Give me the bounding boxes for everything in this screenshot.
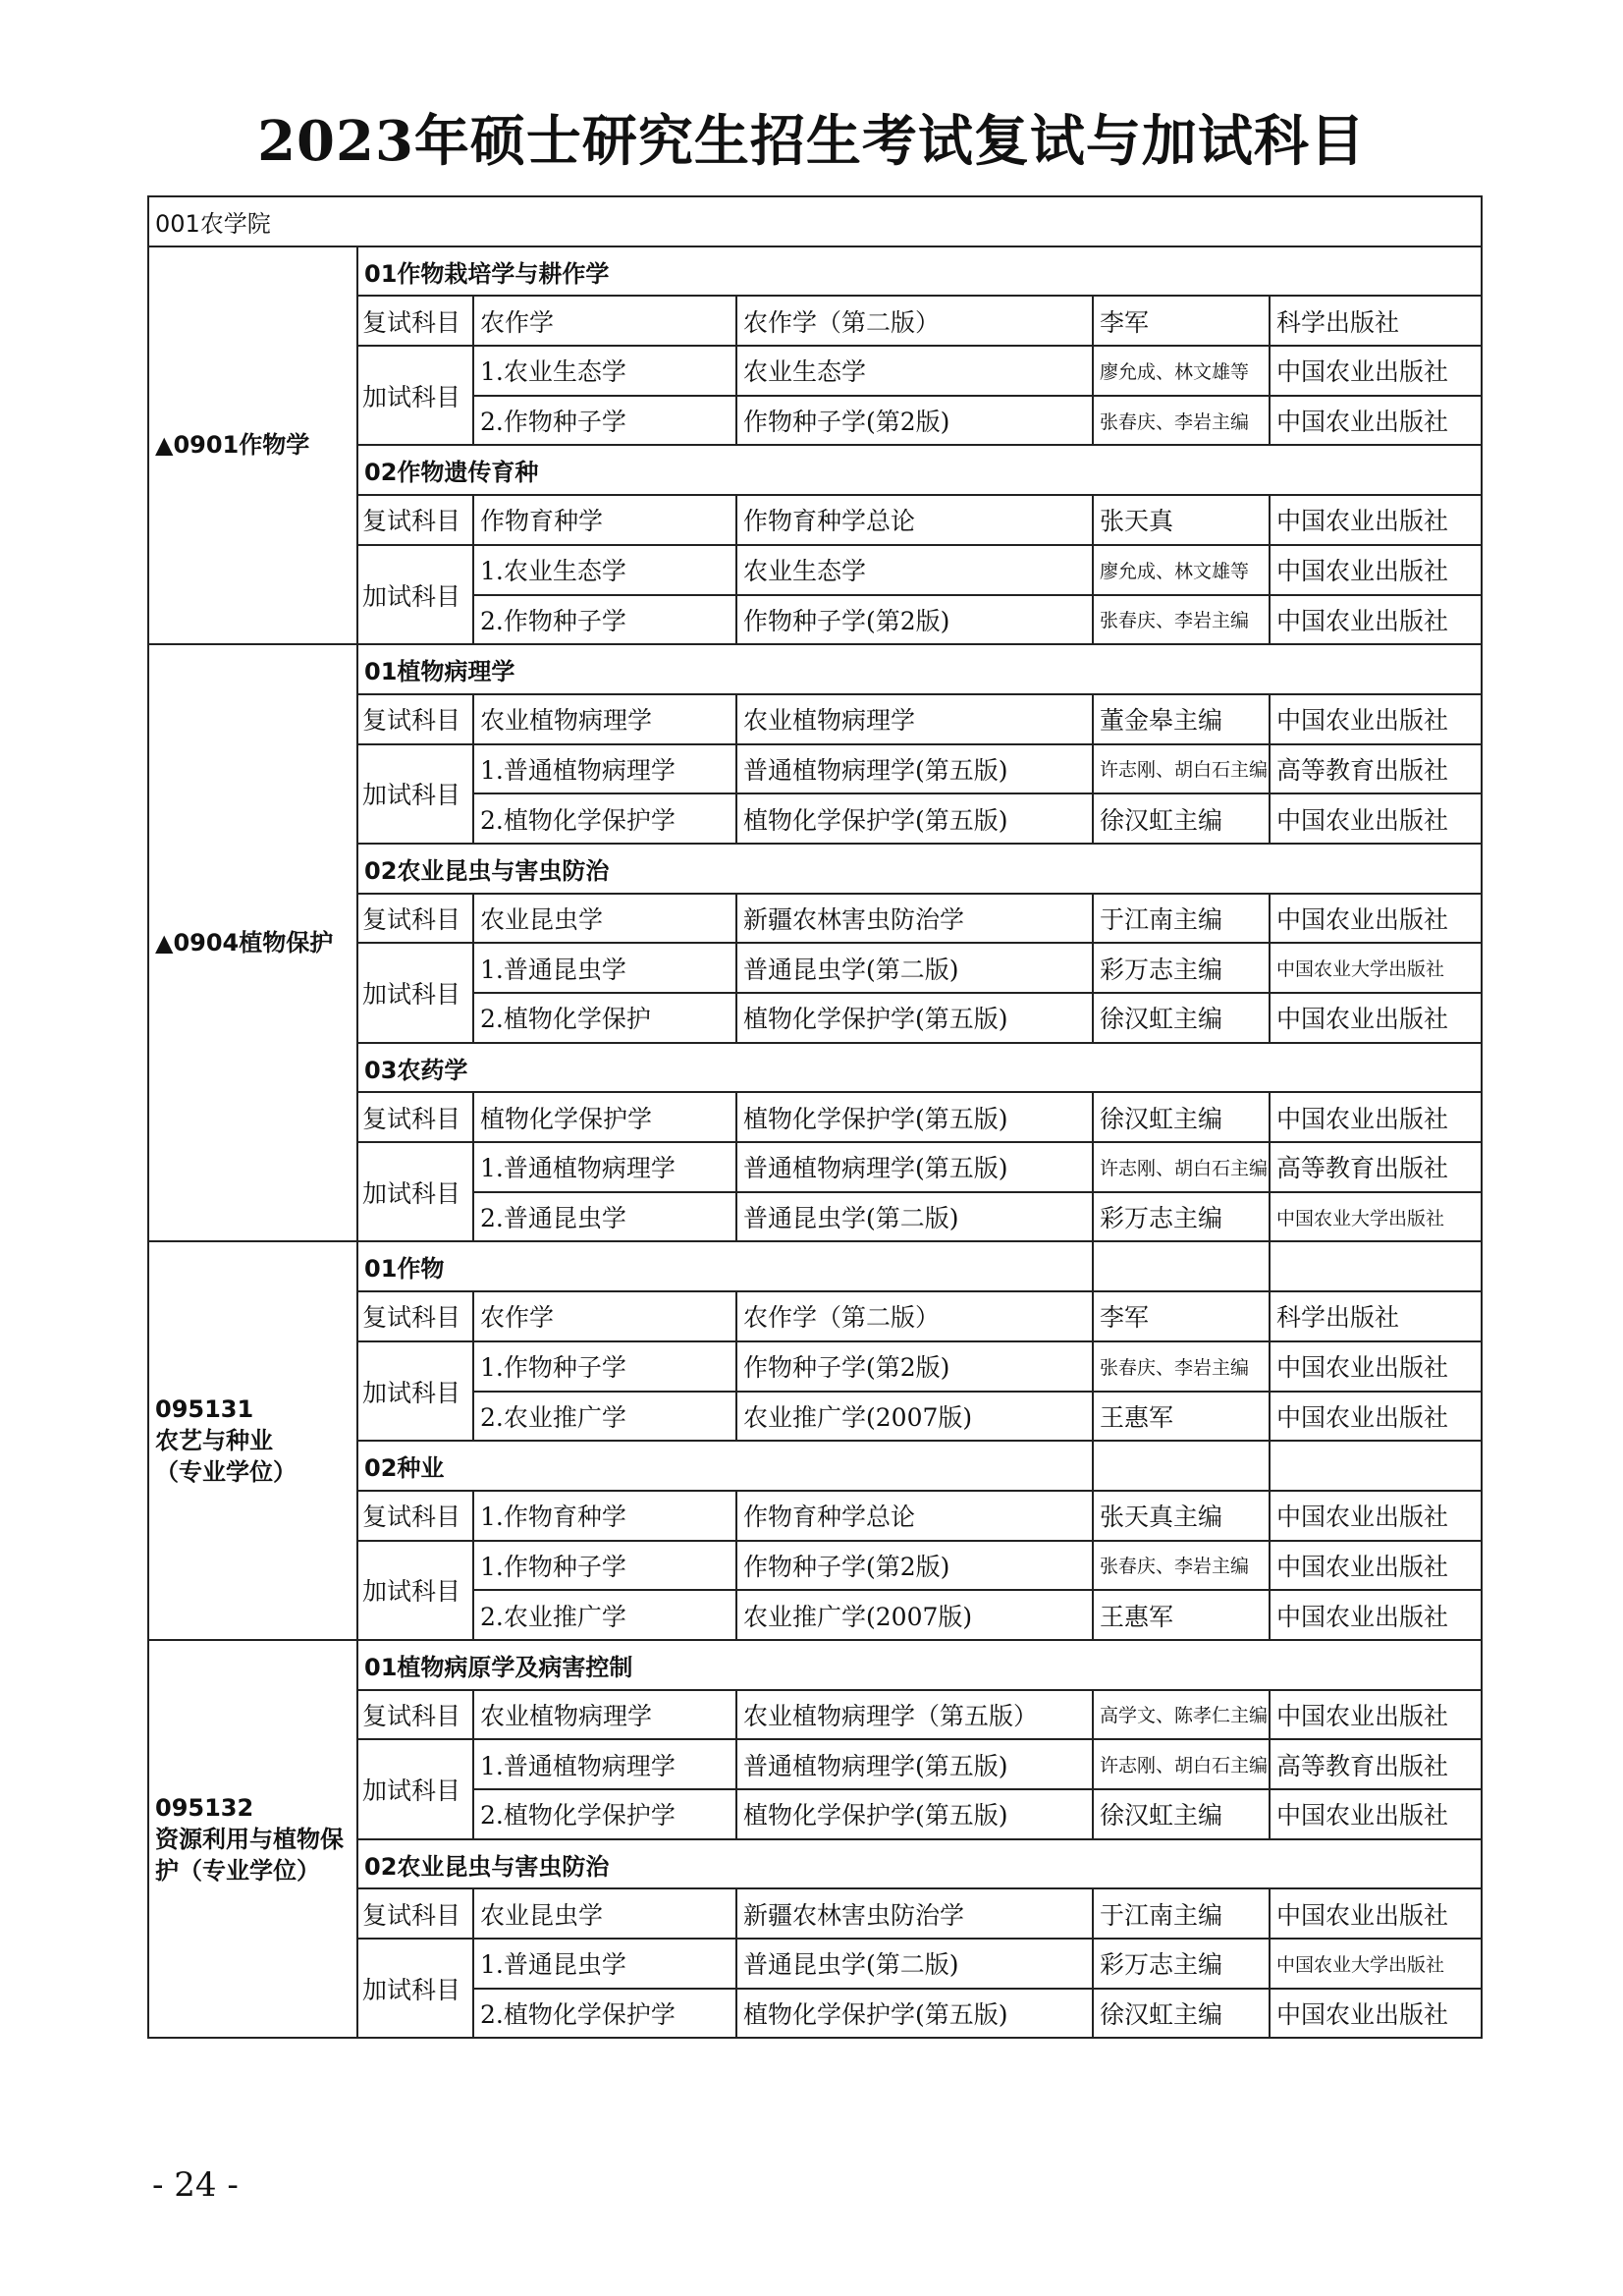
textbook-title: 农业推广学(2007版) [736, 1392, 1093, 1442]
textbook-author: 张春庆、李岩主编 [1093, 1541, 1270, 1591]
major-name: 095131 农艺与种业 （专业学位） [148, 1241, 357, 1640]
direction-name: 03农药学 [357, 1043, 1482, 1093]
major-name: ▲0901作物学 [148, 246, 357, 645]
subject-type: 加试科目 [357, 1142, 473, 1241]
publisher: 中国农业出版社 [1270, 1789, 1482, 1839]
empty-cell [1093, 1241, 1270, 1291]
textbook-author: 李军 [1093, 1291, 1270, 1341]
direction-name: 01植物病原学及病害控制 [357, 1640, 1482, 1690]
textbook-author: 许志刚、胡白石主编 [1093, 744, 1270, 794]
subject-name: 1.作物种子学 [473, 1541, 736, 1591]
textbook-author: 徐汉虹主编 [1093, 1789, 1270, 1839]
major-name: ▲0904植物保护 [148, 644, 357, 1241]
subject-name: 1.普通植物病理学 [473, 1142, 736, 1192]
publisher: 中国农业出版社 [1270, 545, 1482, 595]
subject-type: 加试科目 [357, 1541, 473, 1640]
direction-name: 02作物遗传育种 [357, 445, 1482, 495]
subject-name: 1.普通植物病理学 [473, 744, 736, 794]
subject-type: 加试科目 [357, 1739, 473, 1838]
publisher: 中国农业出版社 [1270, 1341, 1482, 1392]
textbook-author: 董金皋主编 [1093, 694, 1270, 744]
subject-type: 加试科目 [357, 545, 473, 644]
subject-name: 2.作物种子学 [473, 396, 736, 446]
subject-name: 2.植物化学保护 [473, 993, 736, 1043]
textbook-title: 作物种子学(第2版) [736, 595, 1093, 645]
textbook-author: 张春庆、李岩主编 [1093, 396, 1270, 446]
textbook-author: 于江南主编 [1093, 894, 1270, 944]
textbook-title: 植物化学保护学(第五版) [736, 793, 1093, 844]
textbook-author: 徐汉虹主编 [1093, 1989, 1270, 2039]
subject-type: 复试科目 [357, 1690, 473, 1740]
publisher: 中国农业出版社 [1270, 1690, 1482, 1740]
textbook-title: 普通植物病理学(第五版) [736, 744, 1093, 794]
direction-name: 02种业 [357, 1441, 1093, 1491]
empty-cell [1270, 1441, 1482, 1491]
textbook-title: 作物种子学(第2版) [736, 396, 1093, 446]
subject-name: 作物育种学 [473, 495, 736, 545]
subject-name: 1.普通昆虫学 [473, 1939, 736, 1989]
subject-type: 加试科目 [357, 346, 473, 445]
textbook-author: 彩万志主编 [1093, 1192, 1270, 1242]
direction-name: 02农业昆虫与害虫防治 [357, 1839, 1482, 1889]
textbook-author: 高学文、陈孝仁主编 [1093, 1690, 1270, 1740]
subject-name: 1.普通昆虫学 [473, 943, 736, 993]
textbook-title: 植物化学保护学(第五版) [736, 993, 1093, 1043]
subject-name: 农作学 [473, 1291, 736, 1341]
page-number: - 24 - [152, 2165, 239, 2205]
textbook-author: 彩万志主编 [1093, 943, 1270, 993]
textbook-title: 作物育种学总论 [736, 1491, 1093, 1541]
page-title: 2023年硕士研究生招生考试复试与加试科目 [257, 109, 1366, 174]
textbook-author: 张春庆、李岩主编 [1093, 595, 1270, 645]
college-row [148, 196, 1482, 246]
textbook-author: 李军 [1093, 296, 1270, 346]
textbook-author: 徐汉虹主编 [1093, 793, 1270, 844]
subject-name: 2.农业推广学 [473, 1590, 736, 1640]
textbook-title: 农作学（第二版） [736, 296, 1093, 346]
textbook-author: 王惠军 [1093, 1590, 1270, 1640]
subject-type: 加试科目 [357, 943, 473, 1042]
publisher: 科学出版社 [1270, 296, 1482, 346]
publisher: 中国农业出版社 [1270, 1092, 1482, 1142]
textbook-title: 农业推广学(2007版) [736, 1590, 1093, 1640]
subject-name: 农作学 [473, 296, 736, 346]
textbook-title: 农作学（第二版） [736, 1291, 1093, 1341]
textbook-author: 徐汉虹主编 [1093, 993, 1270, 1043]
textbook-title: 农业生态学 [736, 545, 1093, 595]
textbook-title: 普通昆虫学(第二版) [736, 1192, 1093, 1242]
textbook-title: 植物化学保护学(第五版) [736, 1989, 1093, 2039]
subject-name: 2.农业推广学 [473, 1392, 736, 1442]
subject-type: 复试科目 [357, 495, 473, 545]
direction-name: 01作物栽培学与耕作学 [357, 246, 1482, 297]
publisher: 中国农业出版社 [1270, 993, 1482, 1043]
textbook-author: 许志刚、胡白石主编 [1093, 1739, 1270, 1789]
publisher: 高等教育出版社 [1270, 744, 1482, 794]
subject-type: 加试科目 [357, 1939, 473, 2038]
subject-name: 2.植物化学保护学 [473, 1789, 736, 1839]
textbook-title: 普通昆虫学(第二版) [736, 1939, 1093, 1989]
subject-type: 复试科目 [357, 1491, 473, 1541]
textbook-author: 张春庆、李岩主编 [1093, 1341, 1270, 1392]
textbook-author: 于江南主编 [1093, 1888, 1270, 1939]
publisher: 中国农业出版社 [1270, 894, 1482, 944]
subject-type: 复试科目 [357, 1291, 473, 1341]
textbook-title: 农业植物病理学（第五版） [736, 1690, 1093, 1740]
subject-name: 植物化学保护学 [473, 1092, 736, 1142]
subject-name: 农业昆虫学 [473, 1888, 736, 1939]
textbook-author: 徐汉虹主编 [1093, 1092, 1270, 1142]
subject-name: 1.作物育种学 [473, 1491, 736, 1541]
subject-type: 复试科目 [357, 1888, 473, 1939]
subject-name: 2.植物化学保护学 [473, 793, 736, 844]
subject-name: 2.作物种子学 [473, 595, 736, 645]
textbook-author: 王惠军 [1093, 1392, 1270, 1442]
publisher: 中国农业出版社 [1270, 396, 1482, 446]
subject-type: 加试科目 [357, 1341, 473, 1441]
textbook-title: 植物化学保护学(第五版) [736, 1789, 1093, 1839]
subject-name: 农业植物病理学 [473, 694, 736, 744]
textbook-author: 张天真主编 [1093, 1491, 1270, 1541]
textbook-title: 植物化学保护学(第五版) [736, 1092, 1093, 1142]
publisher: 中国农业出版社 [1270, 1590, 1482, 1640]
publisher: 科学出版社 [1270, 1291, 1482, 1341]
publisher: 中国农业出版社 [1270, 495, 1482, 545]
subject-name: 农业昆虫学 [473, 894, 736, 944]
textbook-author: 张天真 [1093, 495, 1270, 545]
publisher: 中国农业出版社 [1270, 1888, 1482, 1939]
subject-name: 1.农业生态学 [473, 545, 736, 595]
textbook-author: 许志刚、胡白石主编 [1093, 1142, 1270, 1192]
direction-row [148, 644, 1482, 694]
subject-name: 1.农业生态学 [473, 346, 736, 396]
textbook-title: 作物育种学总论 [736, 495, 1093, 545]
major-name: 095132 资源利用与植物保护（专业学位） [148, 1640, 357, 2039]
subject-type: 复试科目 [357, 296, 473, 346]
publisher: 中国农业出版社 [1270, 1541, 1482, 1591]
publisher: 中国农业大学出版社 [1270, 943, 1482, 993]
publisher: 中国农业大学出版社 [1270, 1192, 1482, 1242]
textbook-title: 作物种子学(第2版) [736, 1341, 1093, 1392]
publisher: 中国农业出版社 [1270, 346, 1482, 396]
publisher: 中国农业出版社 [1270, 595, 1482, 645]
subject-name: 农业植物病理学 [473, 1690, 736, 1740]
textbook-title: 作物种子学(第2版) [736, 1541, 1093, 1591]
subject-type: 复试科目 [357, 1092, 473, 1142]
direction-name: 01植物病理学 [357, 644, 1482, 694]
direction-name: 02农业昆虫与害虫防治 [357, 844, 1482, 894]
textbook-title: 普通昆虫学(第二版) [736, 943, 1093, 993]
textbook-title: 普通植物病理学(第五版) [736, 1142, 1093, 1192]
textbook-title: 农业植物病理学 [736, 694, 1093, 744]
direction-row [148, 1640, 1482, 1690]
textbook-title: 新疆农林害虫防治学 [736, 1888, 1093, 1939]
publisher: 中国农业出版社 [1270, 1491, 1482, 1541]
publisher: 高等教育出版社 [1270, 1142, 1482, 1192]
publisher: 中国农业出版社 [1270, 793, 1482, 844]
publisher: 中国农业出版社 [1270, 694, 1482, 744]
textbook-author: 廖允成、林文雄等 [1093, 545, 1270, 595]
college-name: 001农学院 [148, 196, 1482, 246]
textbook-title: 普通植物病理学(第五版) [736, 1739, 1093, 1789]
direction-row [148, 1241, 1482, 1291]
subject-name: 1.作物种子学 [473, 1341, 736, 1392]
exam-subjects-table [147, 195, 1483, 2039]
textbook-title: 新疆农林害虫防治学 [736, 894, 1093, 944]
textbook-author: 彩万志主编 [1093, 1939, 1270, 1989]
direction-name: 01作物 [357, 1241, 1093, 1291]
direction-row [148, 246, 1482, 297]
empty-cell [1270, 1241, 1482, 1291]
subject-name: 1.普通植物病理学 [473, 1739, 736, 1789]
publisher: 中国农业大学出版社 [1270, 1939, 1482, 1989]
subject-name: 2.植物化学保护学 [473, 1989, 736, 2039]
subject-name: 2.普通昆虫学 [473, 1192, 736, 1242]
subject-type: 复试科目 [357, 694, 473, 744]
subject-type: 复试科目 [357, 894, 473, 944]
publisher: 中国农业出版社 [1270, 1392, 1482, 1442]
publisher: 高等教育出版社 [1270, 1739, 1482, 1789]
subject-type: 加试科目 [357, 744, 473, 844]
empty-cell [1093, 1441, 1270, 1491]
textbook-title: 农业生态学 [736, 346, 1093, 396]
publisher: 中国农业出版社 [1270, 1989, 1482, 2039]
textbook-author: 廖允成、林文雄等 [1093, 346, 1270, 396]
